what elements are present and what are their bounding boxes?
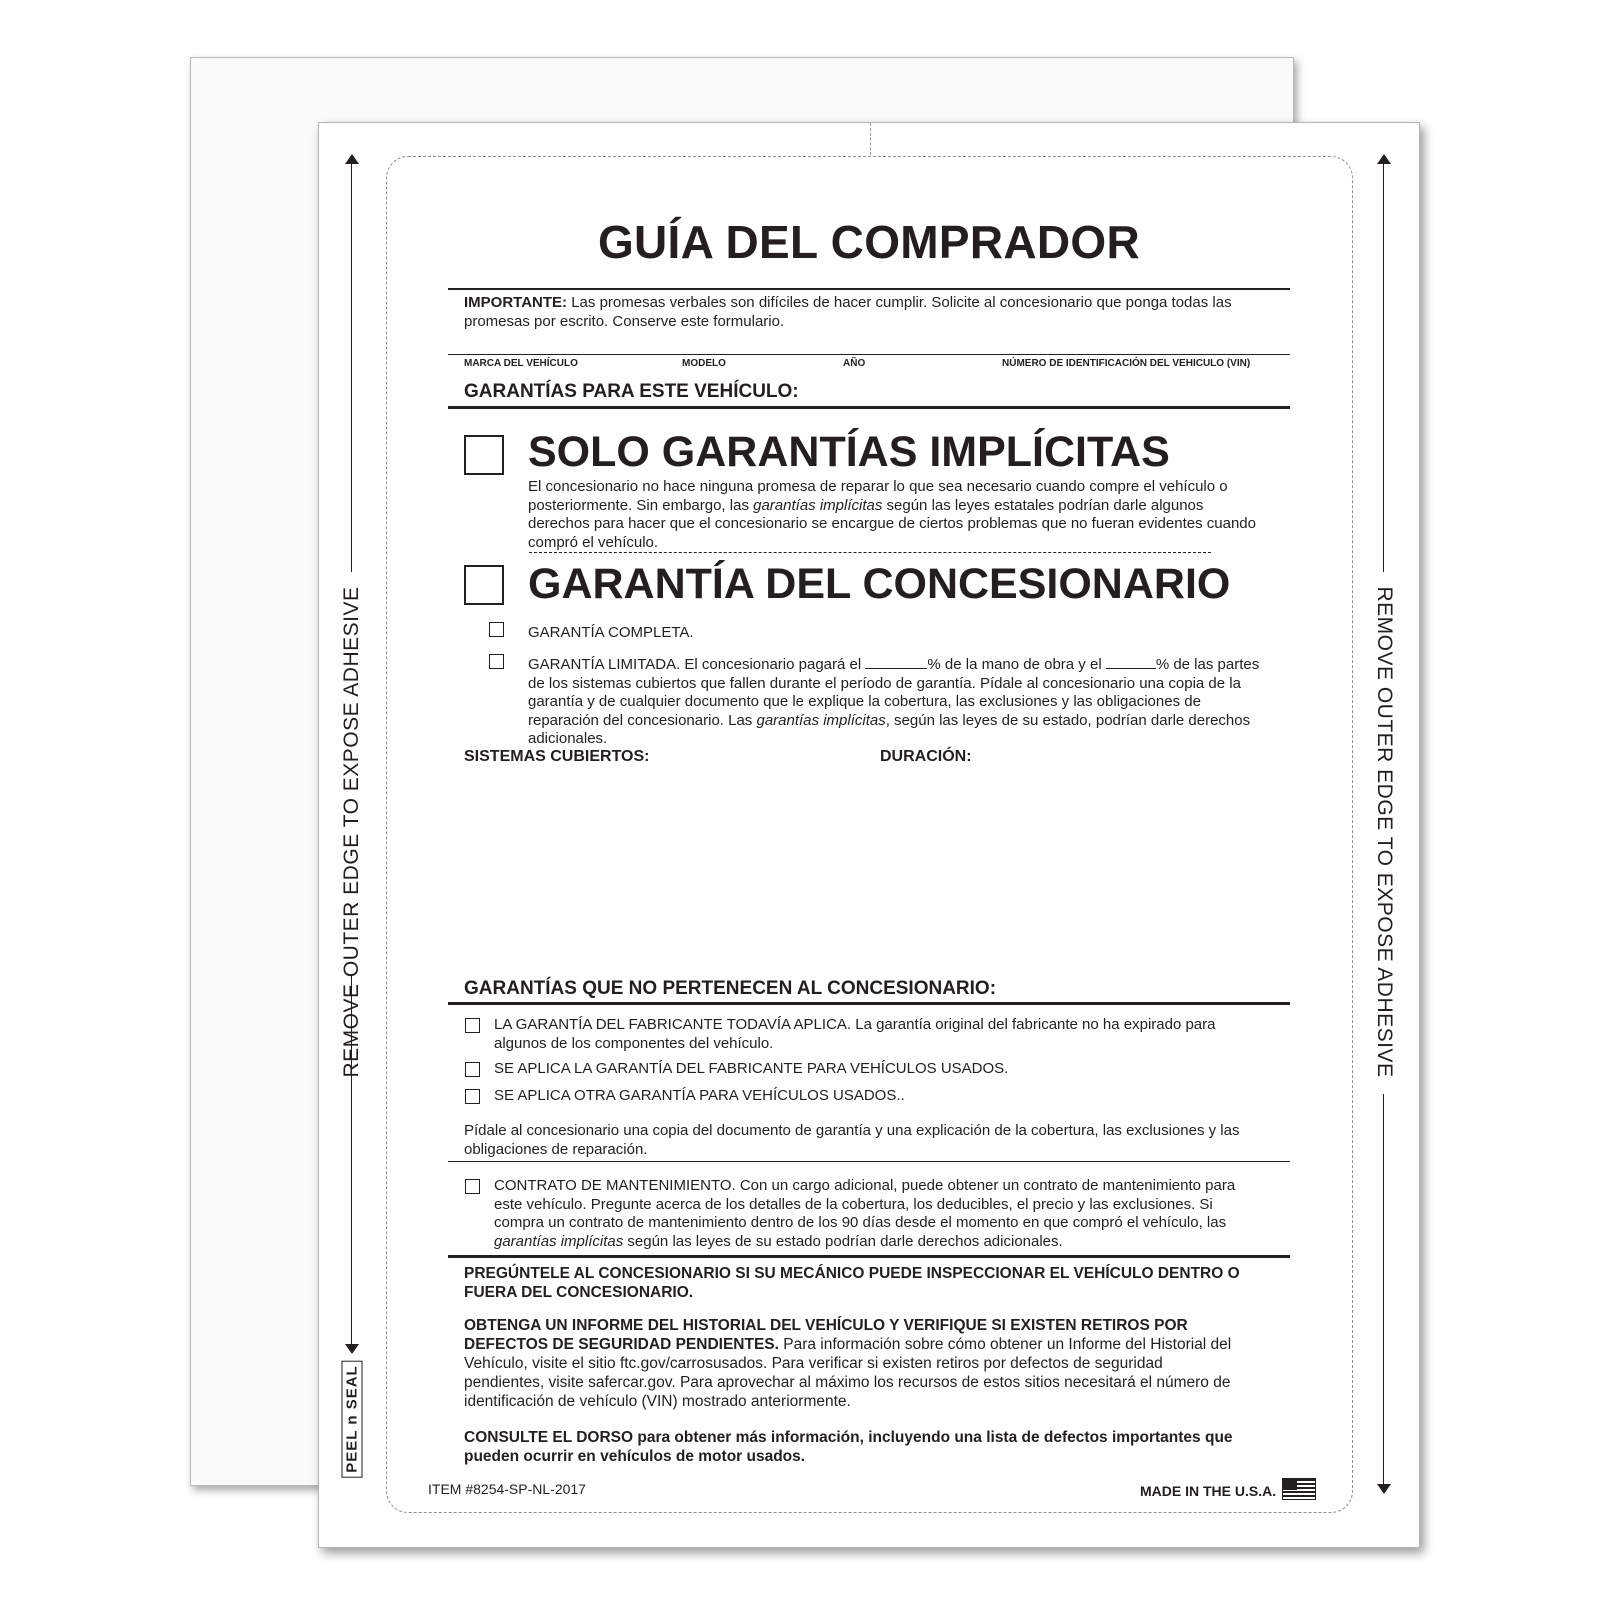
important-notice bbox=[464, 294, 1284, 331]
section-separator bbox=[529, 552, 1211, 553]
arrow-down-icon bbox=[1377, 1484, 1391, 1494]
see-back-notice: CONSULTE EL DORSO para obtener más información, incluyendo una lista de defectos importantes que pueden ocurrir en vehículos de motor usados. bbox=[464, 1429, 1233, 1465]
manufacturer-used-warranty-checkbox[interactable] bbox=[465, 1062, 480, 1077]
made-in-usa: MADE IN THE U.S.A. bbox=[1140, 1483, 1277, 1499]
important-text-1: Las promesas verbales son difíciles de hacer cumplir. Solicite al concesionario que ponga todas las bbox=[571, 294, 1232, 311]
warranty-copy-note: Pídale al concesionario una copia del documento de garantía y una explicación de la cobertura, las exclusiones y las obligaciones de reparación. bbox=[464, 1122, 1240, 1158]
field-model: MODELO bbox=[682, 358, 726, 369]
dealer-warranty-checkbox[interactable] bbox=[464, 565, 504, 605]
important-text-2: promesas por escrito. Conserve este formulario. bbox=[464, 312, 785, 330]
service-contract-text: CONTRATO DE MANTENIMIENTO. Con un cargo adicional, puede obtener un contrato de mantenimiento para este vehículo. Pregunte acerca de los detalles de la cobertura, los deducibles, el precio y las exclusiones. Si compra un contrato de mantenimiento dentro de los 90 días desde el momento en que compró el vehículo, las garantías implícitas según las leyes de su estado podrían darle derechos adicionales. bbox=[494, 1177, 1236, 1250]
side-instruction-left: REMOVE OUTER EDGE TO EXPOSE ADHESIVE bbox=[340, 586, 363, 1078]
warranties-rule bbox=[448, 406, 1290, 409]
implied-only-heading: SOLO GARANTÍAS IMPLÍCITAS bbox=[528, 428, 1170, 476]
inspection-notice: PREGÚNTELE AL CONCESIONARIO SI SU MECÁNICO PUEDE INSPECCIONAR EL VEHÍCULO DENTRO O FUERA DEL CONCESIONARIO. bbox=[464, 1265, 1240, 1301]
duration-label: DURACIÓN: bbox=[880, 748, 972, 765]
arrow-up-icon bbox=[345, 154, 359, 164]
arrow-up-icon bbox=[1377, 154, 1391, 164]
field-make: MARCA DEL VEHÍCULO bbox=[464, 358, 578, 369]
field-vin: NÚMERO DE IDENTIFICACIÓN DEL VEHICULO (VIN) bbox=[1002, 358, 1251, 369]
us-flag-icon bbox=[1282, 1478, 1316, 1500]
service-contract-checkbox[interactable] bbox=[465, 1179, 480, 1194]
inspection-rule bbox=[448, 1255, 1290, 1258]
limited-warranty-text: GARANTÍA LIMITADA. El concesionario pagará el % de la mano de obra y el % de las partes de los sistemas cubiertos que fallen durante el período de garantía. Pídale al concesionario una copia de la garantía y de cualquier documento que le explique la cobertura, las exclusiones y las obligaciones de reparación del concesionario. Las garantías implícitas, según las leyes de su estado, podrían darle derechos adicionales. bbox=[528, 656, 1260, 747]
limited-warranty-checkbox[interactable] bbox=[489, 654, 504, 669]
full-warranty-checkbox[interactable] bbox=[489, 622, 504, 637]
side-instruction-right: REMOVE OUTER EDGE TO EXPOSE ADHESIVE bbox=[1373, 586, 1396, 1078]
vehicle-fields-rule bbox=[448, 354, 1290, 355]
page-title: GUÍA DEL COMPRADOR bbox=[597, 216, 1141, 268]
full-warranty-label: GARANTÍA COMPLETA. bbox=[528, 624, 694, 641]
parts-percent-blank[interactable] bbox=[1106, 668, 1156, 669]
item-number: ITEM #8254-SP-NL-2017 bbox=[428, 1481, 586, 1497]
systems-covered-label: SISTEMAS CUBIERTOS: bbox=[464, 748, 650, 765]
service-contract-rule bbox=[448, 1161, 1290, 1162]
brand-logo: PEEL n SEAL bbox=[342, 1360, 363, 1477]
manufacturer-warranty-text: LA GARANTÍA DEL FABRICANTE TODAVÍA APLICA. La garantía original del fabricante no ha expirado para algunos de los componentes del vehículo. bbox=[494, 1016, 1216, 1052]
non-dealer-heading: GARANTÍAS QUE NO PERTENECEN AL CONCESIONARIO: bbox=[464, 978, 997, 999]
vehicle-history-notice: OBTENGA UN INFORME DEL HISTORIAL DEL VEHÍCULO Y VERIFIQUE SI EXISTEN RETIROS POR DEFECTOS DE SEGURIDAD PENDIENTES. Para información sobre cómo obtener un Informe del Historial del Vehículo, visite el sitio ftc.gov/carrosusados. Para verificar si existen retiros por defectos de seguridad pendientes, visite safercar.gov. Para aprovechar al máximo los recursos de estos sitios necesitará el número de identificación de vehículo (VIN) mostrado anteriormente. bbox=[464, 1317, 1232, 1410]
labor-percent-blank[interactable] bbox=[865, 668, 927, 669]
title-rule bbox=[448, 288, 1290, 290]
manufacturer-warranty-checkbox[interactable] bbox=[465, 1018, 480, 1033]
arrow-down-icon bbox=[345, 1344, 359, 1354]
important-label: IMPORTANTE: bbox=[464, 294, 568, 311]
field-year: AÑO bbox=[843, 358, 866, 369]
implied-only-text: El concesionario no hace ninguna promesa de reparar lo que sea necesario cuando compre el vehículo o posteriormente. Sin embargo, las garantías implícitas según las leyes estatales podrían darle algunos derechos para hacer que el concesionario se encargue de ciertos problemas que no fueran evidentes cuando compró el vehículo. bbox=[528, 478, 1256, 551]
non-dealer-rule bbox=[448, 1002, 1290, 1005]
implied-only-checkbox[interactable] bbox=[464, 435, 504, 475]
warranties-heading: GARANTÍAS PARA ESTE VEHÍCULO: bbox=[464, 381, 799, 402]
manufacturer-used-warranty-text: SE APLICA LA GARANTÍA DEL FABRICANTE PARA VEHÍCULOS USADOS. bbox=[494, 1060, 1009, 1077]
fold-line bbox=[870, 123, 871, 155]
dealer-warranty-heading: GARANTÍA DEL CONCESIONARIO bbox=[528, 560, 1231, 608]
other-used-warranty-checkbox[interactable] bbox=[465, 1089, 480, 1104]
other-used-warranty-text: SE APLICA OTRA GARANTÍA PARA VEHÍCULOS USADOS.. bbox=[494, 1087, 905, 1104]
